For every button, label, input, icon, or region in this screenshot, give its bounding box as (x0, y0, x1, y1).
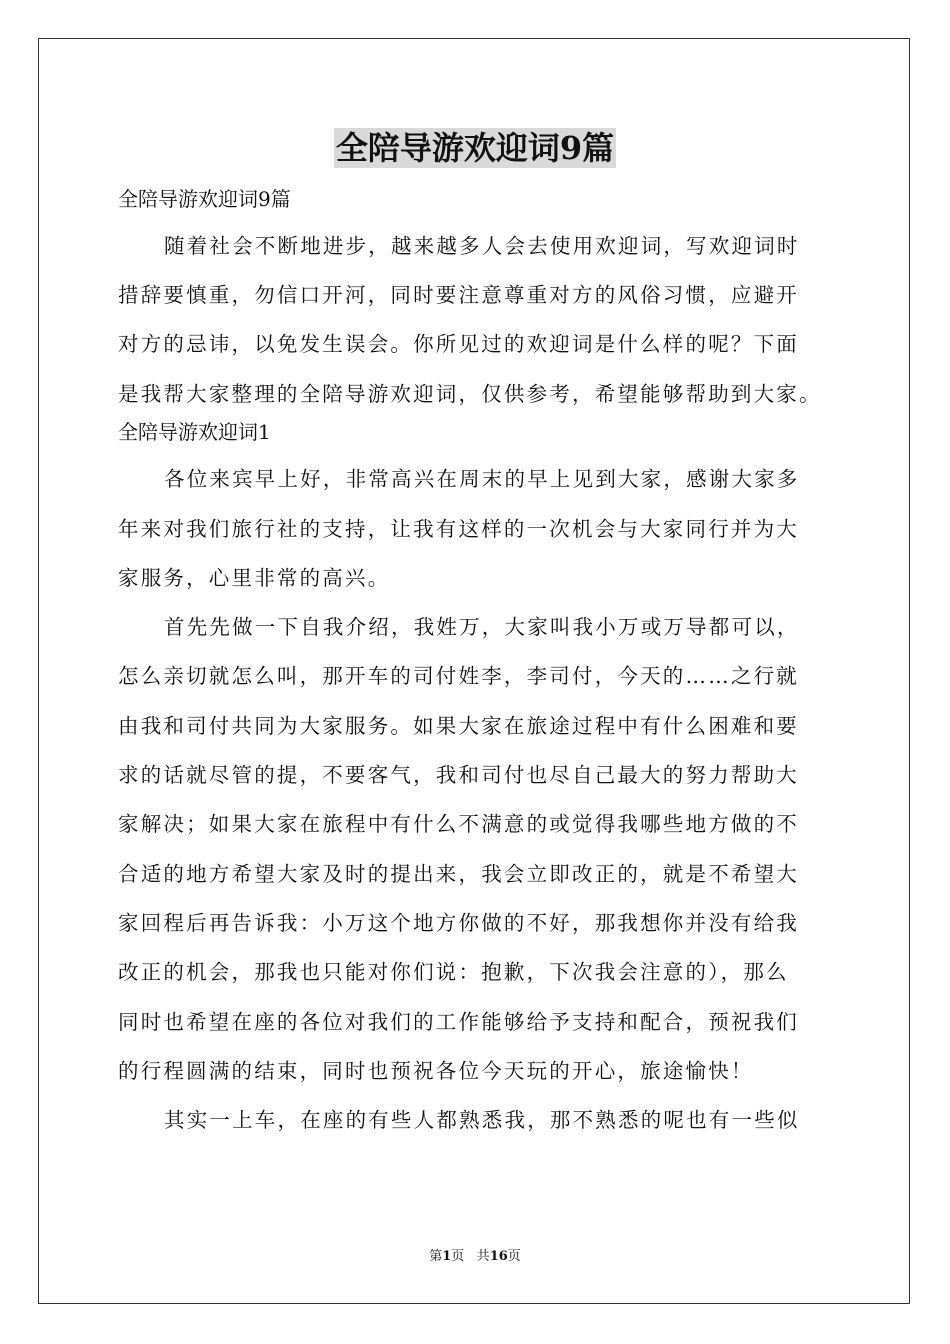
paragraph-line: 怎么亲切就怎么叫，那开车的司付姓李，李司付，今天的……之行就 (118, 664, 799, 689)
paragraph-line: 家解决；如果大家在旅程中有什么不满意的或觉得我哪些地方做的不 (118, 812, 799, 837)
paragraph-line: 其实一上车，在座的有些人都熟悉我，那不熟悉的呢也有一些似 (164, 1108, 800, 1133)
paragraph-line: 改正的机会，那我也只能对你们说：抱歉，下次我会注意的），那么 (118, 960, 789, 985)
paragraph-line: 同时也希望在座的各位对我们的工作能够给予支持和配合，预祝我们 (118, 1009, 799, 1034)
page-prefix: 第 (429, 1249, 443, 1264)
document-subtitle: 全陪导游欢迎词9篇 (118, 187, 291, 211)
document-body (118, 180, 838, 1140)
paragraph-line: 年来对我们旅行社的支持，让我有这样的一次机会与大家同行并为大 (118, 516, 799, 541)
paragraph-line: 的行程圆满的结束，同时也预祝各位今天玩的开心，旅途愉快！ (118, 1058, 754, 1083)
total-suffix: 页 (507, 1249, 521, 1264)
paragraph-line: 各位来宾早上好，非常高兴在周末的早上见到大家，感谢大家多 (164, 467, 800, 492)
paragraph-line: 随着社会不断地进步，越来越多人会去使用欢迎词，写欢迎词时 (164, 233, 800, 258)
paragraph-1 (118, 460, 838, 608)
paragraph-line: 由我和司付共同为大家服务。如果大家在旅途过程中有什么困难和要 (118, 713, 799, 738)
total-prefix: 共 (476, 1249, 490, 1264)
page-footer (0, 1248, 950, 1266)
page-suffix: 页 (451, 1249, 465, 1264)
document-title: 全陪导游欢迎词9篇 (335, 129, 615, 167)
paragraph-line: 对方的忌讳，以免发生误会。你所见过的欢迎词是什么样的呢？下面 (118, 332, 799, 357)
title-container (0, 128, 950, 168)
paragraph-line: 求的话就尽管的提，不要客气，我和司付也尽自己最大的努力帮助大 (118, 763, 799, 788)
paragraph-3 (118, 1101, 838, 1140)
total-pages: 16 (489, 1249, 508, 1264)
paragraph-line: 措辞要慎重，勿信口开河，同时要注意尊重对方的风俗习惯，应避开 (118, 283, 799, 308)
page-number: 1 (442, 1249, 452, 1264)
paragraph-line: 家服务，心里非常的高兴。 (118, 565, 391, 590)
paragraph-line: 家回程后再告诉我：小万这个地方你做的不好，那我想你并没有给我 (118, 910, 799, 935)
intro-paragraph (118, 227, 838, 414)
paragraph-2 (118, 608, 838, 1101)
section-heading: 全陪导游欢迎词1 (118, 420, 271, 445)
paragraph-line: 是我帮大家整理的全陪导游欢迎词，仅供参考，希望能够帮助到大家。 (118, 381, 822, 406)
paragraph-line: 首先先做一下自我介绍，我姓万，大家叫我小万或万导都可以， (164, 615, 800, 640)
paragraph-line: 合适的地方希望大家及时的提出来，我会立即改正的，就是不希望大 (118, 861, 799, 886)
